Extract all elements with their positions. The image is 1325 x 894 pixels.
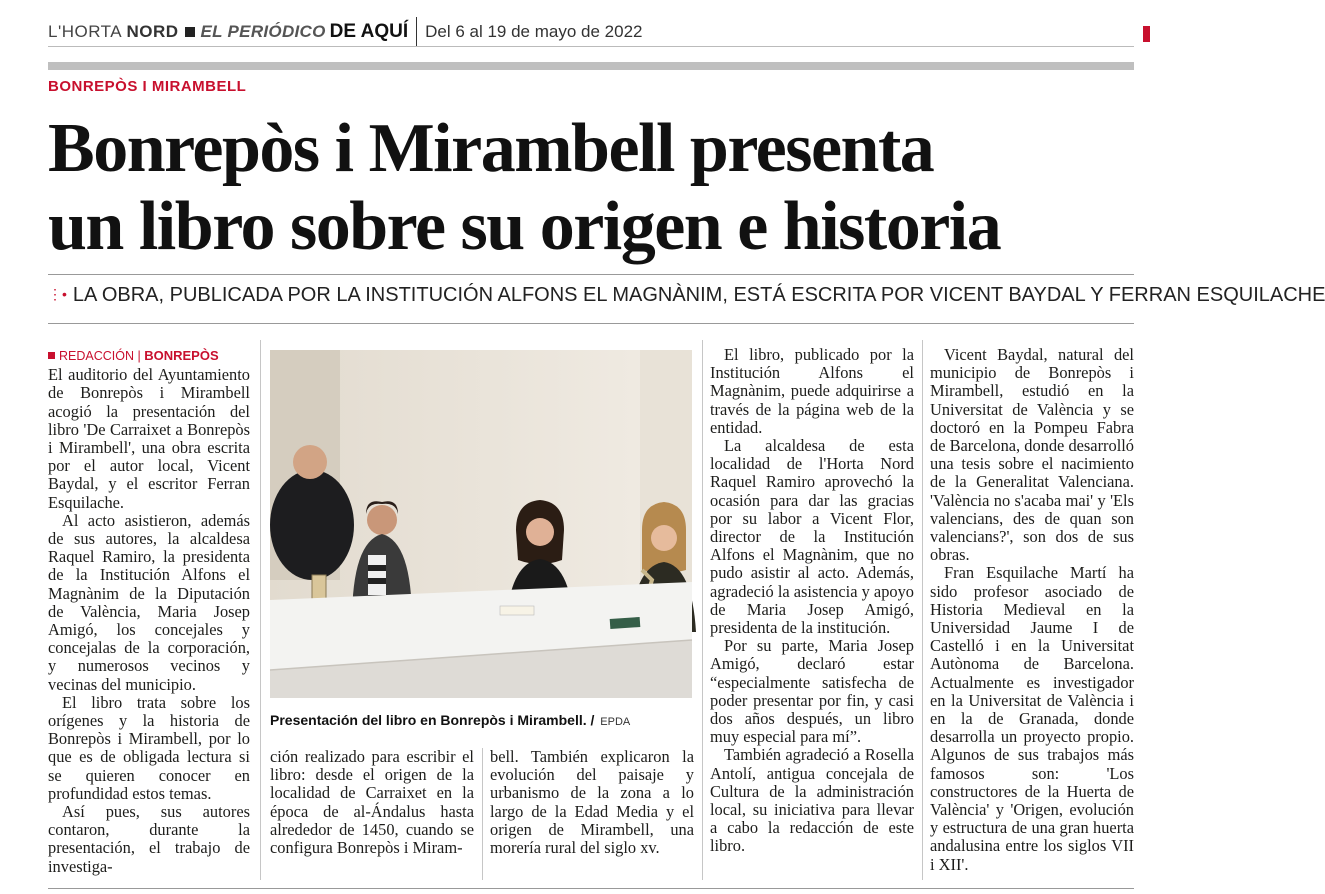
region-label: L'HORTA NORD bbox=[48, 22, 179, 41]
byline-place: BONREPÒS bbox=[144, 348, 219, 363]
article-column-3-bottom bbox=[490, 748, 694, 857]
masthead bbox=[48, 18, 642, 46]
paragraph: Por su parte, Maria Josep Amigó, declaró estar “especialmente satisfecha de poder presentar por fin, y casi dos años después, un libro muy especial para mí”. bbox=[710, 636, 914, 747]
paragraph: ción realizado para escribir el libro: desde el origen de la localidad de Carraixet en la época de al-Ándalus hasta alrededor de 1450, cuando se configura Bonrepòs i Miram- bbox=[270, 747, 474, 858]
dots-icon: ⋮• bbox=[48, 286, 67, 302]
article-column-2 bbox=[270, 748, 474, 857]
header-divider bbox=[416, 17, 417, 47]
paragraph: Vicent Baydal, natural del municipio de Bonrepòs i Mirambell, estudió en la Universitat de València y se doctoró en la Pompeu Fabra de Barcelona, donde desarrolló una tesis sobre el nacimiento de la Generalitat Valenciana. 'València no s'acaba mai' y 'Els valencians, des de quan son valencians?', son dos de sus obras. bbox=[930, 345, 1134, 565]
paragraph: El libro trata sobre los orígenes y la historia de Bonrepòs i Mirambell, por lo que es de obligada lectura si se quieren conocer en profundidad estos temas. bbox=[48, 692, 250, 803]
subhead-rule-top bbox=[48, 274, 1134, 275]
paragraph: Fran Esquilache Martí ha sido profesor asociado de Historia Medieval en la Universidad Jaume I de Castelló i en la Universitat Autònoma de Barcelona. Actualmente es investigador en la Universitat de València i en la de Granada, donde desarrolla un proyecto propio. Algunos de sus trabajos más famosos son: 'Los constructores de la Huerta de València' y 'Origen, evolución y estructura de una gran huerta andalusina entre los siglos VII i XII'. bbox=[930, 563, 1134, 874]
paper-name: EL PERIÓDICO bbox=[200, 22, 326, 41]
subheadline-text: LA OBRA, PUBLICADA POR LA INSTITUCIÓN ALFONS EL MAGNÀNIM, ESTÁ ESCRITA POR VICENT BAYDAL Y FERRAN ESQUILACHE bbox=[72, 284, 1325, 306]
headline-line-2: un libro sobre su origen e historia bbox=[48, 188, 1001, 265]
paragraph: También agradeció a Rosella Antolí, antigua concejala de Cultura de la administración local, su iniciativa para llevar a cabo la redacción de este libro. bbox=[710, 745, 914, 856]
column-divider bbox=[702, 340, 703, 880]
byline-source: REDACCIÓN bbox=[59, 349, 135, 363]
column-divider bbox=[922, 340, 923, 880]
paragraph: La alcaldesa de esta localidad de l'Horta Nord Raquel Ramiro aprovechó la ocasión para dar las gracias por su labor a Vicent Flor, director de la Institución Alfons el Magnànim, que no pudo asistir al acto. Además, agradeció la asistencia y apoyo de Maria Josep Amigó, presidenta de la institución. bbox=[710, 436, 914, 638]
paragraph: bell. También explicaron la evolución del paisaje y urbanismo de la zona a lo largo de la Edad Media y el origen de Mirambell, una morería rural del siglo xv. bbox=[490, 747, 694, 858]
section-bar bbox=[48, 62, 1134, 70]
byline-square-icon bbox=[48, 352, 55, 359]
headline-line-1: Bonrepòs i Mirambell presenta bbox=[48, 110, 934, 187]
section-label: BONREPÒS I MIRAMBELL bbox=[48, 78, 247, 95]
headline bbox=[48, 110, 1138, 266]
page-edge-marker bbox=[1143, 26, 1150, 42]
header-rule bbox=[48, 46, 1134, 47]
square-bullet-icon bbox=[185, 27, 195, 37]
issue-date: Del 6 al 19 de mayo de 2022 bbox=[425, 22, 643, 41]
article-photo bbox=[270, 350, 692, 698]
byline: REDACCIÓN | BONREPÒS bbox=[48, 347, 250, 365]
footer-rule bbox=[48, 888, 1134, 889]
presentation-photo-illustration bbox=[270, 350, 692, 698]
subhead-rule-bottom bbox=[48, 323, 1134, 324]
subheadline bbox=[48, 284, 1325, 307]
paragraph: El auditorio del Ayuntamiento de Bonrepòs i Mirambell acogió la presentación del libro 'De Carraixet a Bonrepòs i Mirambell', una obra escrita por el autor local, Vicent Baydal, y el escritor Ferran Esquilache. bbox=[48, 365, 250, 512]
column-divider bbox=[482, 748, 483, 880]
column-divider bbox=[260, 340, 261, 880]
paper-suffix: DE AQUÍ bbox=[329, 21, 409, 42]
photo-credit: EPDA bbox=[600, 716, 631, 728]
caption-text: Presentación del libro en Bonrepòs i Mirambell. / bbox=[270, 712, 595, 728]
paragraph: El libro, publicado por la Institución Alfons el Magnànim, puede adquirirse a través de la página web de la entidad. bbox=[710, 345, 914, 437]
paragraph: Así pues, sus autores contaron, durante la presentación, el trabajo de investiga- bbox=[48, 802, 250, 876]
photo-caption bbox=[270, 712, 700, 728]
paragraph: Al acto asistieron, además de sus autores, la alcaldesa Raquel Ramiro, la presidenta de la Institución Alfons el Magnànim de la Diputación de València, Maria Josep Amigó, los concejales y concejalas de la corporación, y numerosos vecinos y vecinas del municipio. bbox=[48, 510, 250, 694]
article-column-4 bbox=[930, 346, 1134, 874]
article-column-3 bbox=[710, 346, 914, 856]
article-column-1 bbox=[48, 347, 250, 876]
